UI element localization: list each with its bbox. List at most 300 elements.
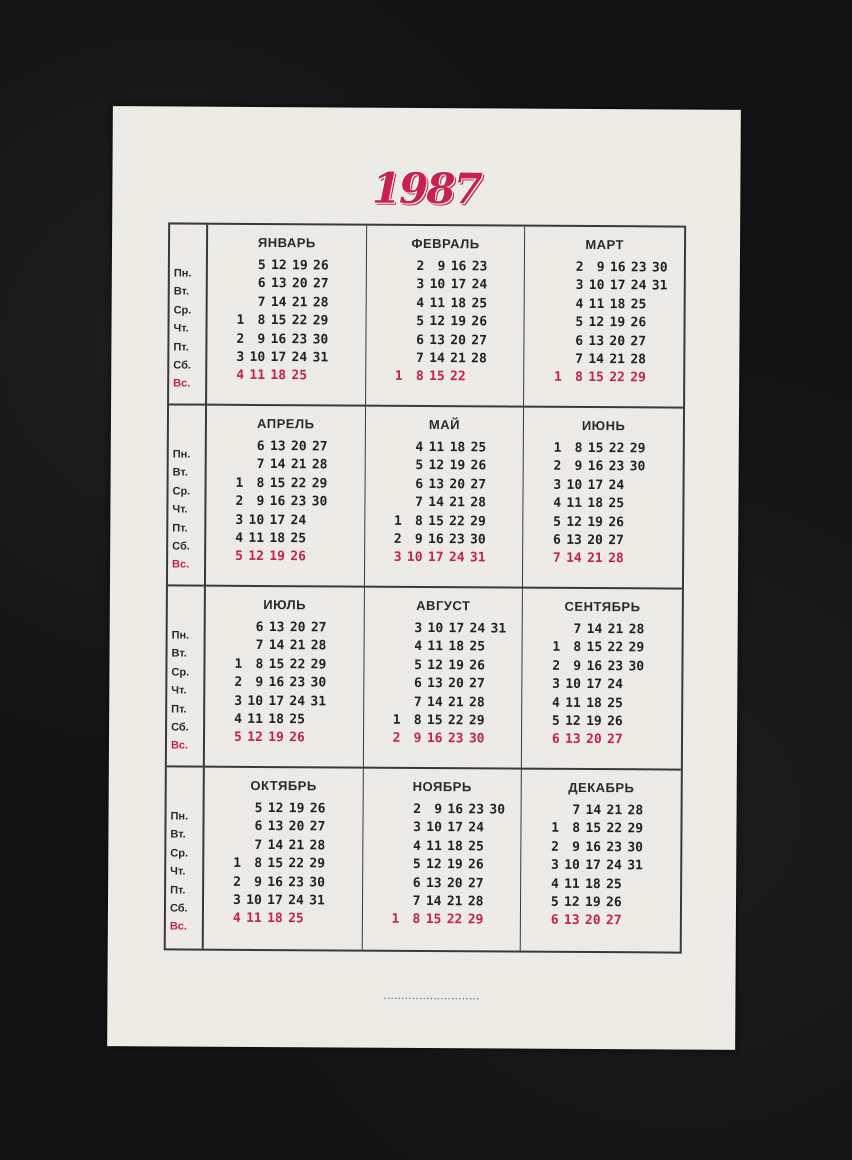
- day-number: 18: [267, 911, 283, 927]
- day-number: 10: [427, 621, 444, 637]
- day-number: 13: [566, 532, 582, 548]
- day-number: [382, 350, 403, 369]
- day-number: [485, 712, 506, 731]
- day-number: 5: [575, 315, 584, 331]
- day-number: 12: [247, 730, 263, 746]
- day-number: 25: [608, 496, 625, 512]
- weekday-label: Чт.: [173, 322, 189, 335]
- day-number: [222, 456, 243, 475]
- day-number: 14: [588, 351, 605, 368]
- day-number: 16: [269, 494, 286, 510]
- day-number: 4: [552, 695, 560, 711]
- day-number: 28: [630, 352, 647, 368]
- day-number: 18: [269, 531, 286, 547]
- day-number: [486, 513, 507, 532]
- weekday-label: Ср.: [173, 304, 192, 317]
- day-number: 23: [608, 459, 625, 475]
- day-number: [622, 894, 643, 913]
- week-row: [525, 351, 684, 370]
- week-row: [363, 819, 521, 838]
- day-number: 22: [291, 313, 308, 329]
- day-number: 28: [309, 838, 326, 854]
- week-row: [208, 312, 366, 331]
- day-number: [646, 370, 667, 389]
- week-row: [523, 621, 682, 640]
- day-number: 2: [552, 658, 561, 674]
- week-row: [523, 657, 682, 676]
- day-number: 1: [553, 440, 562, 456]
- week-row: [206, 530, 364, 549]
- day-number: 14: [585, 802, 602, 819]
- day-number: 13: [267, 819, 284, 835]
- weekday-label: Пн.: [171, 629, 190, 642]
- day-number: 4: [232, 911, 241, 927]
- day-number: 2: [236, 331, 245, 347]
- day-number: 26: [470, 458, 487, 474]
- day-number: 22: [290, 475, 307, 492]
- day-number: [643, 913, 664, 932]
- day-number: 25: [291, 368, 308, 384]
- day-number: 12: [427, 657, 443, 673]
- week-row: [363, 911, 521, 930]
- day-number: 31: [651, 278, 668, 294]
- day-number: [223, 294, 244, 313]
- day-number: 19: [268, 730, 284, 746]
- day-number: 26: [468, 857, 484, 873]
- day-number: [541, 314, 562, 333]
- day-number: 12: [429, 314, 446, 330]
- day-number: 14: [428, 495, 444, 511]
- day-number: [623, 713, 644, 732]
- month-name: ОКТЯБРЬ: [250, 777, 317, 794]
- day-number: 3: [236, 349, 245, 365]
- week-row: [366, 258, 524, 277]
- week-row: [364, 638, 522, 657]
- day-number: 13: [425, 875, 442, 891]
- day-number: 17: [585, 858, 601, 874]
- day-number: 7: [254, 837, 263, 853]
- weekday-label: Пн.: [170, 810, 189, 823]
- day-number: 9: [256, 494, 265, 510]
- day-number: 19: [448, 657, 464, 674]
- day-number: 10: [426, 820, 443, 836]
- day-number: 6: [551, 732, 560, 748]
- day-number: 31: [490, 621, 507, 637]
- day-number: 22: [450, 369, 466, 385]
- day-number: [538, 802, 559, 821]
- week-row: [365, 549, 523, 568]
- day-number: 22: [447, 713, 464, 729]
- week-row: [363, 801, 521, 820]
- week-row: [521, 894, 680, 913]
- day-number: [306, 549, 327, 568]
- day-number: 26: [313, 258, 329, 274]
- day-number: 22: [289, 656, 306, 673]
- month-name: АПРЕЛЬ: [257, 415, 315, 432]
- weekday-labels: [167, 586, 206, 767]
- day-number: 5: [414, 657, 422, 673]
- day-number: 8: [572, 821, 581, 837]
- day-number: [622, 876, 643, 895]
- day-number: 6: [413, 676, 422, 692]
- day-number: 17: [268, 693, 285, 709]
- day-number: [326, 638, 347, 657]
- month-block: [204, 768, 364, 950]
- day-number: 21: [446, 894, 463, 910]
- day-number: [328, 349, 349, 368]
- day-number: [378, 893, 399, 912]
- week-row: [204, 892, 362, 911]
- day-number: 17: [450, 277, 467, 293]
- day-number: 5: [551, 713, 560, 729]
- day-number: 4: [550, 876, 559, 892]
- day-number: 3: [235, 512, 244, 528]
- day-number: [487, 350, 508, 369]
- day-number: 19: [587, 514, 604, 530]
- day-number: 21: [609, 352, 626, 368]
- day-number: 17: [447, 820, 464, 836]
- day-number: [541, 259, 562, 278]
- week-row: [363, 893, 521, 912]
- day-number: 15: [269, 475, 286, 491]
- day-number: [382, 313, 403, 332]
- day-number: 17: [427, 550, 444, 566]
- day-number: 22: [609, 370, 625, 386]
- day-number: 24: [630, 278, 647, 294]
- day-number: 28: [311, 457, 328, 473]
- week-row: [204, 836, 362, 855]
- weekday-label: Пн.: [173, 267, 192, 280]
- month-name: МАРТ: [585, 236, 625, 253]
- week-row: [206, 619, 364, 638]
- day-number: 24: [469, 621, 486, 637]
- month-block: [523, 408, 683, 590]
- day-number: 23: [606, 839, 623, 855]
- day-number: 1: [234, 656, 243, 672]
- day-number: 28: [628, 622, 645, 638]
- day-number: 18: [449, 440, 466, 456]
- day-number: 28: [627, 803, 644, 819]
- day-number: 13: [563, 913, 580, 929]
- month-name: АВГУСТ: [416, 597, 471, 614]
- month-block: [362, 769, 522, 951]
- day-number: [220, 818, 241, 837]
- day-number: 8: [413, 712, 422, 728]
- week-row: [204, 818, 362, 837]
- day-number: 12: [588, 315, 605, 331]
- month-block: [363, 588, 523, 770]
- day-number: 29: [629, 441, 646, 457]
- day-number: [485, 657, 506, 676]
- day-number: 4: [416, 295, 425, 311]
- day-number: 29: [312, 313, 329, 329]
- day-number: 9: [434, 802, 443, 818]
- day-number: 22: [449, 513, 465, 529]
- day-number: 13: [270, 276, 287, 292]
- day-number: [484, 857, 505, 876]
- day-number: 11: [249, 368, 266, 384]
- day-number: 12: [428, 458, 445, 474]
- week-row: [366, 276, 524, 295]
- day-number: 27: [469, 676, 485, 692]
- day-number: 3: [575, 278, 584, 294]
- day-number: [485, 639, 506, 658]
- day-number: 7: [415, 495, 423, 511]
- day-number: 19: [288, 801, 305, 817]
- day-number: [379, 801, 400, 820]
- day-number: 7: [255, 638, 264, 654]
- day-number: 29: [311, 476, 328, 492]
- week-row: [365, 475, 523, 494]
- month-block: [206, 406, 366, 588]
- day-number: 1: [392, 712, 401, 728]
- day-number: 30: [312, 331, 329, 347]
- day-number: 12: [271, 258, 287, 274]
- day-number: [486, 531, 507, 550]
- day-number: [485, 676, 506, 695]
- day-number: 3: [234, 693, 243, 709]
- day-number: 18: [270, 368, 287, 384]
- day-number: 6: [415, 476, 424, 492]
- day-number: [305, 711, 326, 730]
- day-number: [645, 440, 666, 459]
- day-number: 9: [596, 260, 605, 276]
- day-number: 7: [415, 350, 424, 366]
- day-number: 2: [413, 801, 422, 817]
- weekday-labels: [169, 224, 208, 405]
- day-number: [643, 802, 664, 821]
- day-number: 12: [566, 514, 583, 530]
- week-row: [206, 493, 364, 512]
- month-name: МАЙ: [428, 417, 460, 433]
- day-number: [306, 530, 327, 549]
- week-row: [524, 495, 683, 514]
- week-row: [525, 259, 684, 278]
- day-number: 13: [428, 476, 445, 492]
- week-row: [522, 838, 681, 857]
- day-number: 5: [254, 800, 263, 817]
- day-number: [539, 621, 560, 640]
- day-number: 20: [448, 676, 464, 692]
- day-number: 11: [566, 496, 583, 512]
- month-name: ИЮНЬ: [581, 417, 626, 434]
- day-number: 2: [553, 459, 562, 475]
- day-number: [224, 275, 245, 294]
- day-number: 15: [586, 640, 603, 656]
- week-row: [206, 511, 364, 530]
- day-number: 4: [575, 296, 584, 312]
- day-number: 6: [416, 332, 424, 348]
- day-number: [643, 821, 664, 840]
- month-block: [522, 589, 682, 771]
- week-row: [363, 837, 521, 856]
- day-number: 28: [471, 351, 487, 367]
- day-number: 29: [468, 713, 485, 729]
- day-number: 7: [257, 294, 266, 310]
- week-row: [366, 294, 524, 313]
- day-number: 21: [448, 694, 464, 710]
- day-number: 25: [470, 440, 487, 456]
- day-number: 10: [249, 349, 266, 365]
- day-number: 30: [311, 494, 328, 510]
- day-number: [541, 351, 562, 370]
- day-number: 8: [574, 440, 583, 456]
- day-number: 15: [268, 656, 285, 672]
- day-number: 17: [609, 278, 626, 294]
- day-number: 2: [551, 839, 560, 855]
- day-number: 24: [608, 477, 625, 494]
- day-number: 15: [425, 912, 442, 928]
- day-number: [326, 675, 347, 694]
- day-number: 25: [289, 712, 306, 728]
- day-number: 30: [629, 459, 646, 475]
- day-number: 11: [564, 876, 580, 892]
- week-row: [204, 855, 362, 874]
- weekday-label: Вс.: [173, 377, 191, 390]
- day-number: 25: [290, 531, 307, 547]
- day-number: 1: [236, 313, 245, 329]
- day-number: 26: [605, 895, 622, 911]
- week-row: [523, 676, 682, 695]
- day-number: 20: [446, 875, 463, 891]
- day-number: [484, 820, 505, 839]
- day-number: 21: [288, 837, 305, 854]
- day-number: 22: [606, 821, 623, 837]
- day-number: 14: [586, 621, 603, 638]
- day-number: [643, 894, 664, 913]
- day-number: 24: [606, 858, 622, 874]
- day-number: 2: [393, 531, 402, 547]
- day-number: 23: [290, 494, 307, 510]
- day-number: [483, 893, 504, 912]
- week-row: [365, 512, 523, 531]
- day-number: [380, 657, 401, 676]
- month-block: [205, 587, 365, 769]
- week-row: [521, 912, 680, 931]
- day-number: 14: [269, 457, 286, 473]
- week-row: [522, 857, 681, 876]
- day-number: 21: [450, 351, 466, 367]
- day-number: 30: [627, 840, 644, 856]
- day-number: [381, 476, 402, 495]
- day-number: 25: [288, 911, 304, 927]
- day-number: 23: [447, 731, 464, 747]
- weekday-label: Чт.: [172, 503, 188, 516]
- day-number: [325, 819, 346, 838]
- day-number: 1: [552, 640, 561, 656]
- day-number: 5: [257, 257, 266, 274]
- day-number: 25: [607, 695, 623, 711]
- day-number: 21: [587, 551, 603, 567]
- day-number: 26: [289, 730, 305, 746]
- day-number: [382, 331, 403, 350]
- day-number: [644, 677, 665, 696]
- day-number: [487, 277, 508, 296]
- day-number: 13: [429, 332, 445, 348]
- day-number: [487, 369, 508, 388]
- weekday-label: Ср.: [172, 485, 191, 498]
- week-row: [366, 350, 524, 369]
- day-number: 11: [247, 711, 264, 727]
- weekday-label: Чт.: [171, 684, 187, 697]
- month-block: [366, 226, 526, 408]
- day-number: [646, 351, 667, 370]
- day-number: 13: [588, 333, 605, 349]
- week-row: [204, 873, 362, 892]
- day-number: 11: [248, 530, 265, 546]
- day-number: 18: [447, 838, 463, 855]
- week-row: [525, 332, 684, 351]
- day-number: [486, 458, 507, 477]
- day-number: 6: [255, 619, 264, 636]
- day-number: 8: [412, 912, 421, 928]
- week-row: [207, 330, 365, 349]
- day-number: [327, 475, 348, 494]
- day-number: 22: [288, 856, 305, 872]
- day-number: [622, 913, 643, 932]
- day-number: 1: [554, 370, 562, 386]
- day-number: [643, 876, 664, 895]
- day-number: [326, 693, 347, 712]
- day-number: 27: [467, 875, 484, 891]
- day-number: 6: [550, 913, 559, 929]
- day-number: [644, 695, 665, 714]
- day-number: 30: [489, 802, 506, 818]
- week-row: [364, 693, 522, 712]
- week-row: [522, 802, 681, 821]
- day-number: 8: [256, 475, 265, 491]
- day-number: [381, 457, 402, 476]
- day-number: 25: [606, 876, 622, 892]
- day-number: 23: [289, 675, 306, 691]
- week-row: [525, 277, 684, 296]
- day-number: 24: [288, 893, 304, 909]
- day-number: [327, 457, 348, 476]
- day-number: 2: [416, 258, 425, 274]
- day-number: 17: [270, 350, 287, 366]
- day-number: 2: [575, 259, 584, 275]
- week-row: [364, 656, 522, 675]
- day-number: 8: [575, 370, 583, 386]
- day-number: 2: [233, 874, 242, 890]
- week-row: [207, 367, 365, 386]
- day-number: [541, 277, 562, 296]
- day-number: 20: [587, 532, 603, 549]
- day-number: [487, 258, 508, 277]
- day-number: [304, 911, 325, 930]
- day-number: 27: [309, 819, 326, 835]
- weekday-label: Пт.: [171, 703, 187, 716]
- day-number: 18: [448, 639, 465, 655]
- day-number: 16: [426, 731, 443, 747]
- day-number: 2: [235, 494, 244, 510]
- day-number: 29: [628, 640, 645, 656]
- weekday-label: Вс.: [170, 739, 189, 752]
- day-number: 23: [449, 532, 465, 548]
- day-number: 22: [608, 441, 625, 457]
- day-number: 30: [309, 874, 326, 890]
- day-number: 27: [311, 439, 328, 455]
- day-number: [328, 368, 349, 387]
- day-number: 5: [550, 894, 559, 910]
- day-number: 6: [256, 438, 265, 455]
- day-number: 19: [586, 713, 602, 730]
- day-number: 5: [553, 514, 562, 530]
- day-number: 19: [292, 258, 308, 274]
- day-number: [643, 839, 664, 858]
- day-number: [541, 332, 562, 351]
- day-number: [224, 257, 245, 276]
